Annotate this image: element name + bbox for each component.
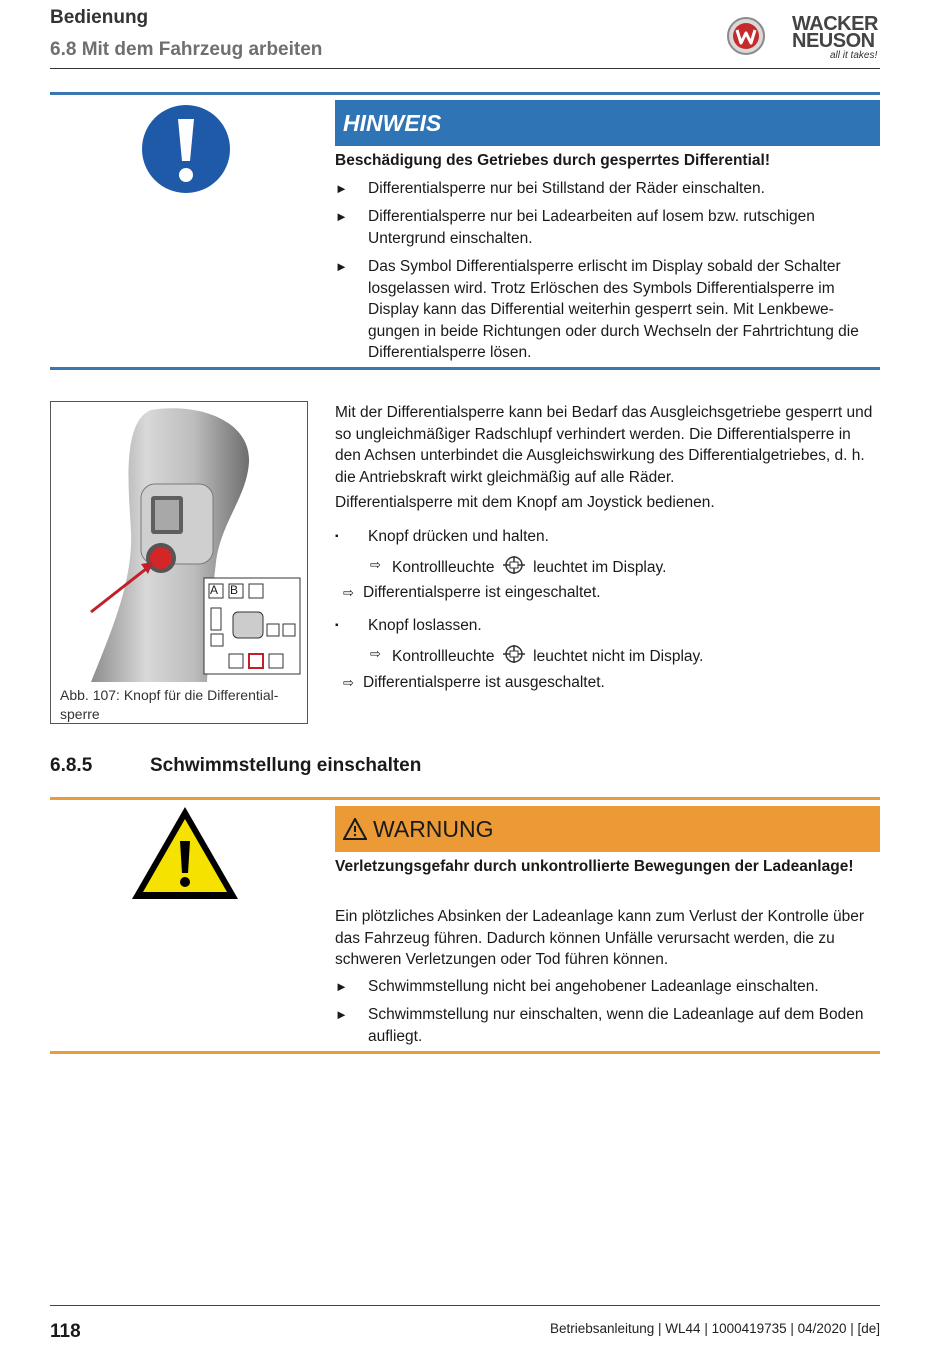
notice-item-text: Differentialsperre nur bei Ladearbeiten auf losem bzw. rutschigen Untergrund einschalten. [368,208,815,247]
page-number: 118 [50,1321,81,1342]
warning-item-text: Schwimmstellung nicht bei angehobener Ladeanlage einschalten. [368,978,819,995]
result-arrow-icon: ⇨ [343,675,354,690]
result-text-b: leuchtet im Display. [533,559,667,576]
brand-logo [726,14,886,66]
logo-slogan: all it takes! [830,50,878,61]
triangle-bullet-icon: ► [335,181,348,196]
notice-item [335,178,880,200]
chapter-title: Bedienung [50,7,149,28]
outcome [343,582,601,604]
warning-item [335,1004,880,1047]
notice-banner: HINWEIS [335,100,880,146]
warning-text: Ein plötzliches Absinken der Ladeanlage kann zum Verlust der Kontrolle über das Fahrzeug führen. Dadurch können Unfälle verursacht werden, die zu schweren Verletzungen oder Tod führen können. [335,908,865,968]
notice-title: Beschädigung des Getriebes durch gesperrtes Differential! [335,152,770,169]
notice-bottom-rule [50,367,880,370]
logo-line-1: WACKER [792,13,878,35]
warning-triangle-icon [128,803,242,903]
warning-bottom-rule [50,1051,880,1054]
square-bullet-icon: ▪ [335,531,339,542]
intro-paragraph: Mit der Differentialsperre kann bei Bedarf das Ausgleichsgetriebe gesperrt und so ungleichmäßiger Radschlupf verhindert werden. Die Differentialsperre in den Achsen unterbindet die Ausgleichswirkung des Differentialgetriebes, d. h. die Antriebskraft wirkt gleichmäßig auf alle Räder. [335,404,873,486]
panel-label-a: A [210,583,219,597]
footer-divider [50,1305,880,1306]
warning-banner [335,806,880,852]
differential-lock-indicator-icon [501,643,527,665]
warning-item [335,976,880,998]
warning-top-rule [50,797,880,800]
outcome-text: Differentialsperre ist eingeschaltet. [363,584,601,601]
step-text: Knopf drücken und halten. [368,528,549,545]
outcome [343,672,605,694]
triangle-bullet-icon: ► [335,259,348,274]
step-item [335,615,880,637]
logo-wordmark [792,13,878,52]
step-item [335,526,880,548]
notice-item [335,206,880,249]
document-info: Betriebsanleitung | WL44 | 1000419735 | 04/2020 | [de] [549,1321,880,1336]
result-text-a: Kontrollleuchte [392,559,495,576]
notice-item [335,256,880,364]
result-text-b: leuchtet nicht im Display. [533,648,704,665]
caption-line: Abb. 107: Knopf für die Differential- [60,687,279,703]
figure-frame [50,401,308,724]
triangle-bullet-icon: ► [335,979,348,994]
warning-label: WARNUNG [373,815,494,842]
result-text-a: Kontrollleuchte [392,648,495,665]
subsection-title: Schwimmstellung einschalten [150,755,422,776]
square-bullet-icon: ▪ [335,620,339,631]
mandatory-action-icon [138,101,234,197]
wacker-neuson-logo-icon [726,16,766,56]
triangle-bullet-icon: ► [335,209,348,224]
section-title: 6.8 Mit dem Fahrzeug arbeiten [50,39,323,60]
result-arrow-icon: ⇨ [370,646,381,661]
step-result [370,554,666,579]
warning-small-icon [343,818,367,840]
logo-line-2: NEUSON [792,30,875,52]
step-text: Knopf loslassen. [368,617,482,634]
result-arrow-icon: ⇨ [343,585,354,600]
figure-caption [60,686,305,724]
joystick-illustration [51,402,307,682]
subsection-number: 6.8.5 [50,755,93,776]
panel-label-b: B [230,583,239,597]
notice-item-text: Das Symbol Differentialsperre erlischt im Display sobald der Schalter losgelassen wird. Trotz Erlöschen des Symbols Differentialsperre im Display kann das Differential weiterhin gesperrt sein. Mit Lenkbewegungen in beide Richtungen oder durch Wechseln der Fahrtrichtung die Differentialsperre lösen. [368,258,859,361]
warning-item-text: Schwimmstellung nur einschalten, wenn die Ladeanlage auf dem Boden aufliegt. [368,1006,864,1045]
outcome-text: Differentialsperre ist ausgeschaltet. [363,674,605,691]
notice-top-rule [50,92,880,95]
notice-item-text: Differentialsperre nur bei Stillstand der Räder einschalten. [368,180,765,197]
result-arrow-icon: ⇨ [370,557,381,572]
triangle-bullet-icon: ► [335,1007,348,1022]
warning-title: Verletzungsgefahr durch unkontrollierte Bewegungen der Ladeanlage! [335,858,854,875]
differential-lock-indicator-icon [501,554,527,576]
instruction-paragraph: Differentialsperre mit dem Knopf am Joystick bedienen. [335,494,715,511]
caption-line: sperre [60,706,100,722]
header-divider [50,68,880,69]
step-result [370,643,703,668]
